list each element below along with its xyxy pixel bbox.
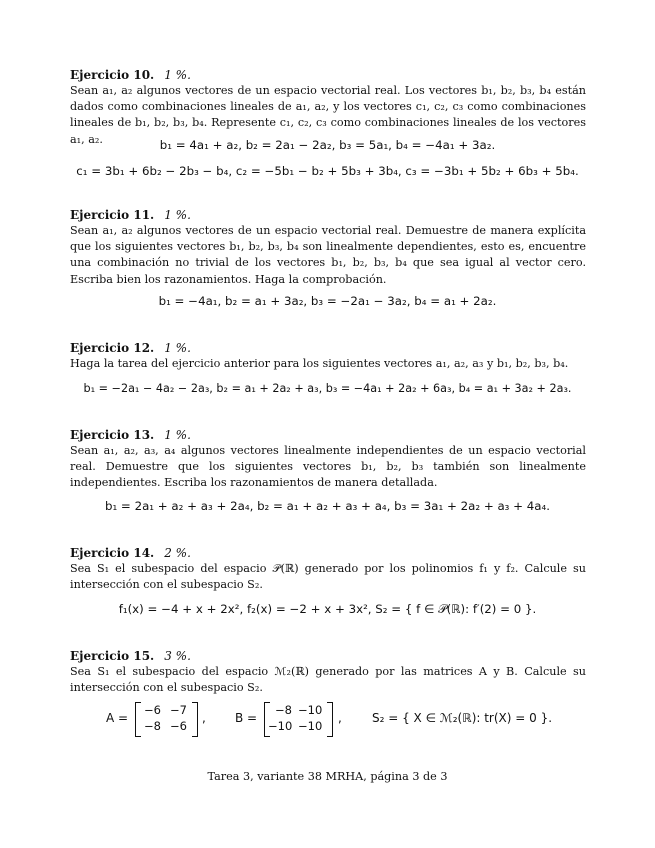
equation-b: b₁ = −4a₁, b₂ = a₁ + 3a₂, b₃ = −2a₁ − 3a₂, b₄ = a₁ + 2a₂. [158,294,497,308]
exercise-title: Ejercicio 14. [70,546,155,560]
equation-b: b₁ = 2a₁ + a₂ + a₃ + 2a₄, b₂ = a₁ + a₂ + a₃ + a₄, b₃ = 3a₁ + 2a₂ + a₃ + 4a₄. [104,499,551,513]
exercise-title: Ejercicio 11. [70,208,155,222]
exercise-title: Ejercicio 12. [70,341,155,355]
matrix-a-cell: −6 [170,719,187,733]
equation-polynomials: f₁(x) = −4 + x + 2x², f₂(x) = −2 + x + 3x², S₂ = { f ∈ 𝒫(ℝ): f′(2) = 0 }. [118,602,537,616]
equation-c: c₁ = 3b₁ + 6b₂ − 2b₃ − b₄, c₂ = −5b₁ − b₂ + 5b₃ + 3b₄, c₃ = −3b₁ + 5b₂ + 6b₃ + 5b₄. [76,164,579,178]
exercise-weight: 1 %. [164,428,191,442]
exercise-weight: 1 %. [164,208,191,222]
matrix-b-cell: −10 [268,719,293,733]
page-footer: Tarea 3, variante 38 MRHA, página 3 de 3 [207,770,448,783]
matrices-row [0,700,655,742]
exercise-13 [70,427,586,492]
comma: , [202,711,206,725]
matrix-b-cell: −10 [298,703,323,717]
exercise-12 [70,340,586,372]
exercise-14 [70,545,586,593]
exercise-title: Ejercicio 10. [70,68,155,82]
comma: , [338,711,342,725]
exercise-weight: 1 %. [164,341,191,355]
exercise-text: Sean a₁, a₂ algunos vectores de un espacio vectorial real. Demuestre de manera explícita que los siguientes vectores b₁, b₂, b₃, b₄ son linealmente dependientes, esto es, encuentre una combinación no trivial de los vectores b₁, b₂, b₃, b₄ que sea igual al vector cero. Escriba bien los razonamientos. Haga la comprobación. [70,224,586,286]
matrix-a-label: A = [106,711,129,725]
exercise-weight: 1 %. [164,68,191,82]
exercise-title: Ejercicio 15. [70,649,155,663]
matrix-b-cell: −8 [275,703,292,717]
exercise-text: Sean a₁, a₂ algunos vectores de un espacio vectorial real. Los vectores b₁, b₂, b₃, b₄ están dados como combinaciones lineales de a₁, a₂, y los vectores c₁, c₂, c₃ como combinaciones lineales de b₁, b₂, b₃, b₄. Represente c₁, c₂, c₃ como combinaciones lineales de los vectores a₁, a₂. [70,84,586,146]
exercise-text: Sea S₁ el subespacio del espacio ℳ₂(ℝ) generado por las matrices A y B. Calcule su intersección con el subespacio S₂. [70,665,586,695]
right-bracket [327,702,333,737]
equation-b: b₁ = 4a₁ + a₂, b₂ = 2a₁ − 2a₂, b₃ = 5a₁, b₄ = −4a₁ + 3a₂. [159,138,496,152]
exercise-title: Ejercicio 13. [70,428,155,442]
exercise-text: Sea S₁ el subespacio del espacio 𝒫(ℝ) generado por los polinomios f₁ y f₂. Calcule su intersección con el subespacio S₂. [70,562,586,592]
exercise-15 [70,648,586,696]
exercise-10 [70,67,586,148]
equation-b: b₁ = −2a₁ − 4a₂ − 2a₃, b₂ = a₁ + 2a₂ + a₃, b₃ = −4a₁ + 2a₂ + 6a₃, b₄ = a₁ + 3a₂ + 2a₃. [83,382,572,395]
matrix-a-cell: −7 [170,703,187,717]
exercise-text: Haga la tarea del ejercicio anterior para los siguientes vectores a₁, a₂, a₃ y b₁, b₂, b₃, b₄. [70,357,569,370]
exercise-text: Sean a₁, a₂, a₃, a₄ algunos vectores linealmente independientes de un espacio vectorial real. Demuestre que los siguientes vectores b₁, b₂, b₃ también son linealmente independientes. Escriba los razonamientos de manera detallada. [70,444,586,490]
right-bracket [192,702,198,737]
exercise-weight: 3 %. [164,649,191,663]
matrix-a-cell: −6 [144,703,161,717]
matrix-b-cell: −10 [298,719,323,733]
exercise-weight: 2 %. [164,546,191,560]
exercise-11 [70,207,586,288]
subspace-s2: S₂ = { X ∈ ℳ₂(ℝ): tr(X) = 0 }. [372,711,553,725]
matrix-b-label: B = [235,711,258,725]
matrix-a-cell: −8 [144,719,161,733]
